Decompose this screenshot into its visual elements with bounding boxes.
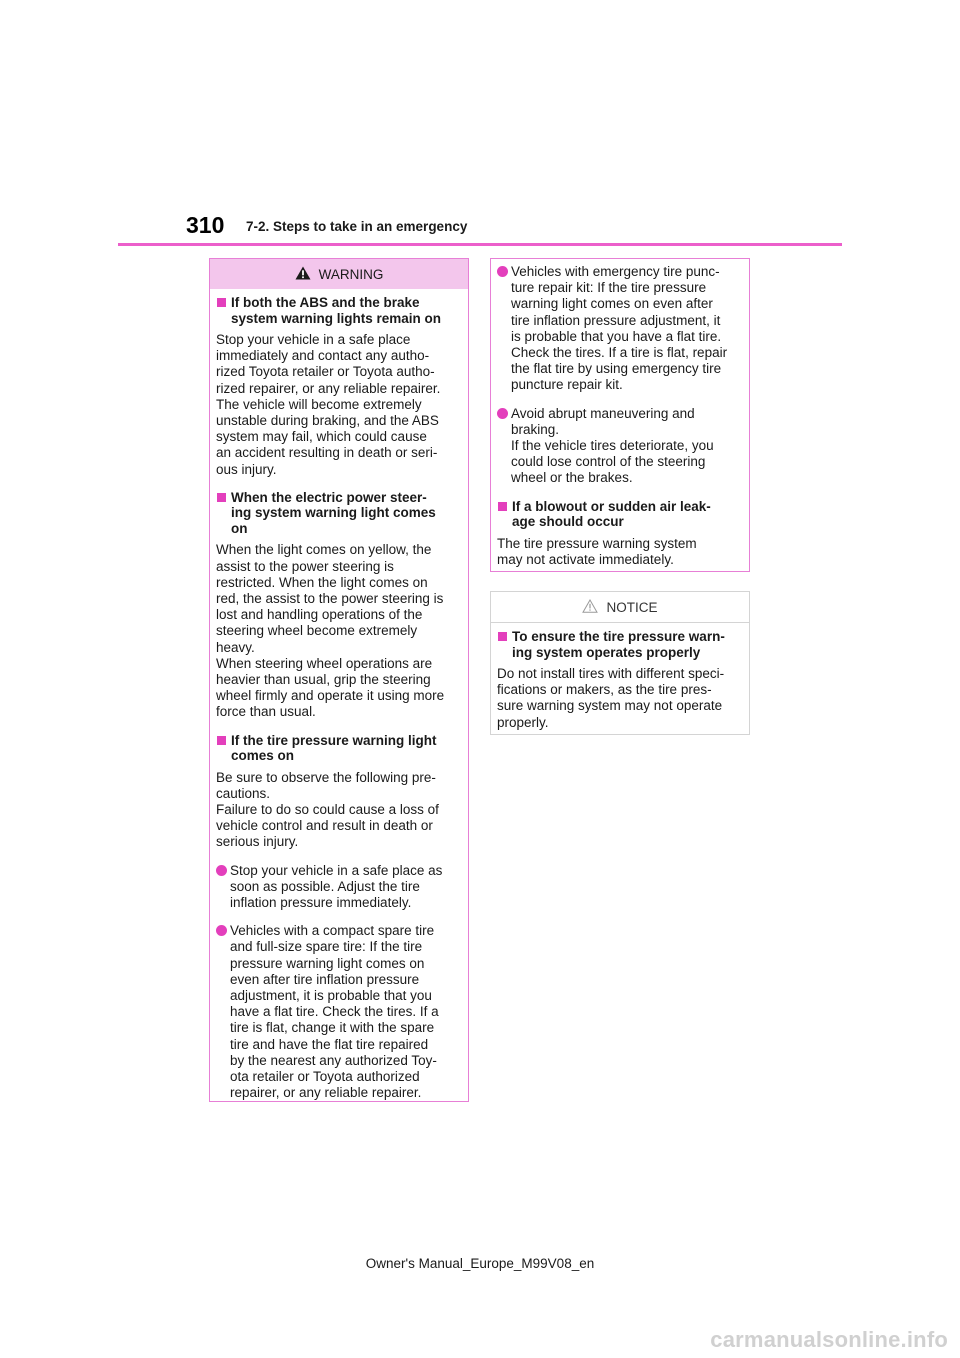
notice-title: NOTICE <box>606 599 658 615</box>
warning-title: WARNING <box>318 266 384 282</box>
square-bullet-icon <box>217 298 226 307</box>
warning-box <box>209 258 469 1102</box>
square-bullet-icon <box>217 736 226 745</box>
round-bullet-icon <box>216 865 227 876</box>
warning-triangle-icon <box>295 266 311 283</box>
bullet-item: Stop your vehicle in a safe place as soon as possible. Adjust the tire inflation pressure immediately. <box>216 863 462 912</box>
square-bullet-icon <box>217 493 226 502</box>
warning-box-header <box>210 259 468 289</box>
footer-text: Owner's Manual_Europe_M99V08_en <box>365 1256 595 1271</box>
warning-box-continued <box>490 258 750 572</box>
round-bullet-icon <box>497 266 508 277</box>
round-bullet-icon <box>497 408 508 419</box>
bullet-item: Vehicles with a compact spare tire and full-size spare tire: If the tire pressure warning light comes on even after tire inflation pressure adjustment, it is probable that you have a flat tire. Check the tires. If a tire is flat, change it with the spare tire and have the flat tire repaired by the nearest any authorized Toy- ota retailer or Toyota authorized repairer, or any reliable repairer. <box>216 923 462 1101</box>
warning-paragraph: Stop your vehicle in a safe place immediately and contact any autho- rized Toyota retailer or Toyota autho- rized repairer, or any reliable repairer. The vehicle will become extremely unstable during braking, and the ABS system may fail, which could cause an accident resulting in death or seri- ous injury. <box>216 332 441 477</box>
bullet-item: Avoid abrupt maneuvering and braking. If the vehicle tires deteriorate, you could lose control of the steering wheel or the brakes. <box>497 406 743 487</box>
watermark: carmanualsonline.info <box>710 1327 948 1352</box>
warning-subheading: If both the ABS and the brake system warning lights remain on <box>216 295 462 326</box>
warning-paragraph: The tire pressure warning system may not activate immediately. <box>497 535 697 567</box>
warning-paragraph: When the light comes on yellow, the assist to the power steering is restricted. When the light comes on red, the assist to the power steering is lost and handling operations of the steering wheel become extremely heavy. When steering wheel operations are heavier than usual, grip the steering wheel firmly and operate it using more force than usual. <box>216 542 445 720</box>
bullet-item: Vehicles with emergency tire punc- ture repair kit: If the tire pressure warning light comes on even after tire inflation pressure adjustment, it is probable that you have a flat tire. Check the tires. If a tire is flat, repair the flat tire by using emergency tire puncture repair kit. <box>497 264 743 394</box>
square-bullet-icon <box>498 632 507 641</box>
notice-box-header <box>491 592 749 623</box>
section-title: 7-2. Steps to take in an emergency <box>246 219 468 234</box>
header-rule <box>118 243 842 246</box>
notice-box <box>490 591 750 735</box>
notice-paragraph: Do not install tires with different speci- fications or makers, as the tire pres- sure warning system may not operate properly. <box>497 666 725 730</box>
page-number: 310 <box>186 212 225 238</box>
warning-subheading: If the tire pressure warning light comes on <box>216 733 462 764</box>
square-bullet-icon <box>498 502 507 511</box>
round-bullet-icon <box>216 925 227 936</box>
notice-triangle-icon <box>582 599 598 616</box>
notice-subheading: To ensure the tire pressure warn- ing system operates properly <box>497 629 743 660</box>
warning-subheading: When the electric power steer- ing system warning light comes on <box>216 490 462 537</box>
warning-paragraph: Be sure to observe the following pre- cautions. Failure to do so could cause a loss of vehicle control and result in death or serious injury. <box>216 769 439 850</box>
warning-subheading: If a blowout or sudden air leak- age should occur <box>497 499 743 530</box>
